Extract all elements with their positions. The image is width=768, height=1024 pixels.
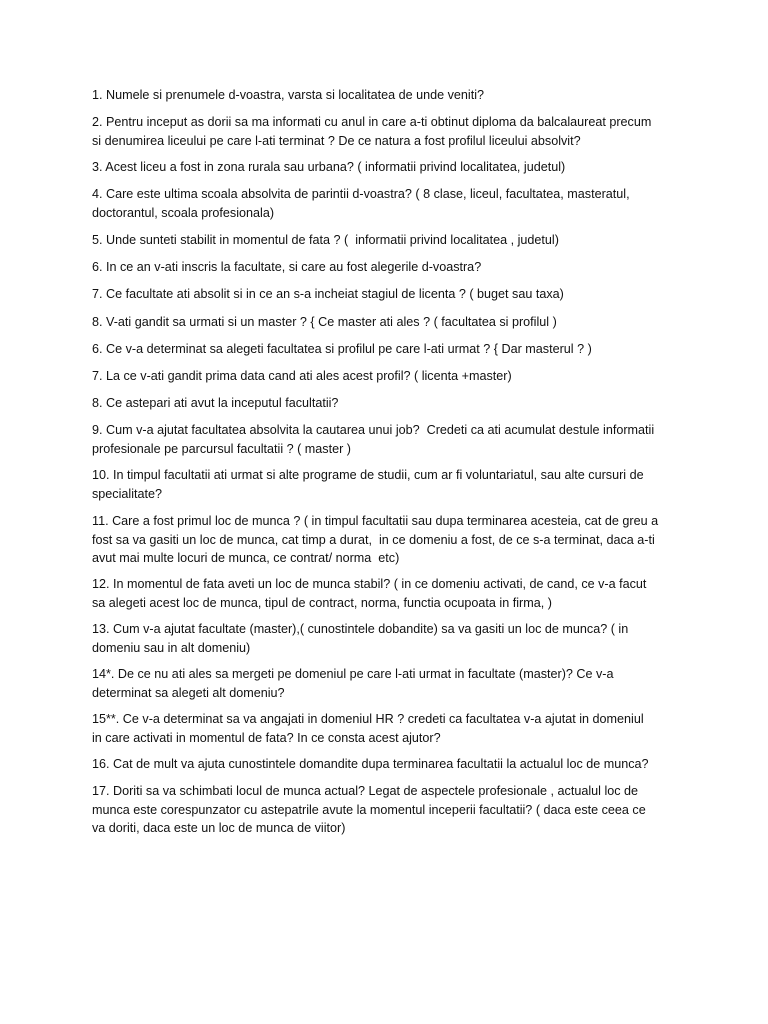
question-3: 3. Acest liceu a fost in zona rurala sau urbana? ( informatii privind localitatea, judetul) [92, 160, 566, 174]
question-9: 9. Cum v-a ajutat facultatea absolvita la cautarea unui job? Credeti ca ati acumulat destule informatii profesionale pe parcursul facultatii ? ( master ) [92, 423, 655, 456]
question-7: 7. Ce facultate ati absolit si in ce an s-a incheiat stagiul de licenta ? ( buget sau taxa) [92, 287, 564, 301]
question-8: 8. V-ati gandit sa urmati si un master ? { Ce master ati ales ? ( facultatea si profilul ) [92, 315, 557, 329]
question-17: 17. Doriti sa va schimbati locul de munca actual? Legat de aspectele profesionale , actualul loc de munca este corespunzator cu astepatrile avute la momentul inceperii facultatii? ( daca este ceea ce va doriti, daca este un loc de munca de viitor) [92, 784, 646, 835]
question-14: 14*. De ce nu ati ales sa mergeti pe domeniul pe care l-ati urmat in facultate (master)? Ce v-a determinat sa alegeti alt domeniu? [92, 667, 614, 700]
question-15: 15**. Ce v-a determinat sa va angajati in domeniul HR ? credeti ca facultatea v-a ajutat in domeniul in care activati in momentul de fata? In ce consta acest ajutor? [92, 712, 644, 745]
question-16: 16. Cat de mult va ajuta cunostintele domandite dupa terminarea facultatii la actualul loc de munca? [92, 757, 649, 771]
question-7-repeat: 7. La ce v-ati gandit prima data cand ati ales acest profil? ( licenta +master) [92, 369, 512, 383]
question-5: 5. Unde sunteti stabilit in momentul de fata ? ( informatii privind localitatea , judetul) [92, 233, 559, 247]
question-8-repeat: 8. Ce astepari ati avut la inceputul facultatii? [92, 396, 339, 410]
question-13: 13. Cum v-a ajutat facultate (master),( cunostintele dobandite) sa va gasiti un loc de munca? ( in domeniu sau in alt domeniu) [92, 622, 629, 655]
question-6: 6. In ce an v-ati inscris la facultate, si care au fost alegerile d-voastra? [92, 260, 482, 274]
question-11: 11. Care a fost primul loc de munca ? ( in timpul facultatii sau dupa terminarea acesteia, cat de greu a fost sa va gasiti un loc de munca, cat timp a durat, in ce domeniu a fost, de ce s-a terminat, daca a-ti avut mai multe locuri de munca, ce contrat/ norma etc) [92, 514, 659, 565]
question-4: 4. Care este ultima scoala absolvita de parintii d-voastra? ( 8 clase, liceul, facultatea, masteratul, doctorantul, scoala profesionala) [92, 187, 630, 220]
question-1: 1. Numele si prenumele d-voastra, varsta si localitatea de unde veniti? [92, 88, 485, 102]
question-2: 2. Pentru inceput as dorii sa ma informati cu anul in care a-ti obtinut diploma da balcalaureat precum si denumirea liceului pe care l-ati terminat ? De ce natura a fost profilul liceului absolvit? [92, 115, 652, 148]
question-12: 12. In momentul de fata aveti un loc de munca stabil? ( in ce domeniu activati, de cand, ce v-a facut sa alegeti acest loc de munca, tipul de contract, norma, functia ocupoata in firma, ) [92, 577, 647, 610]
question-10: 10. In timpul facultatii ati urmat si alte programe de studii, cum ar fi voluntariatul, sau alte cursuri de specialitate? [92, 468, 644, 501]
question-6-repeat: 6. Ce v-a determinat sa alegeti facultatea si profilul pe care l-ati urmat ? { Dar masterul ? ) [92, 342, 592, 356]
